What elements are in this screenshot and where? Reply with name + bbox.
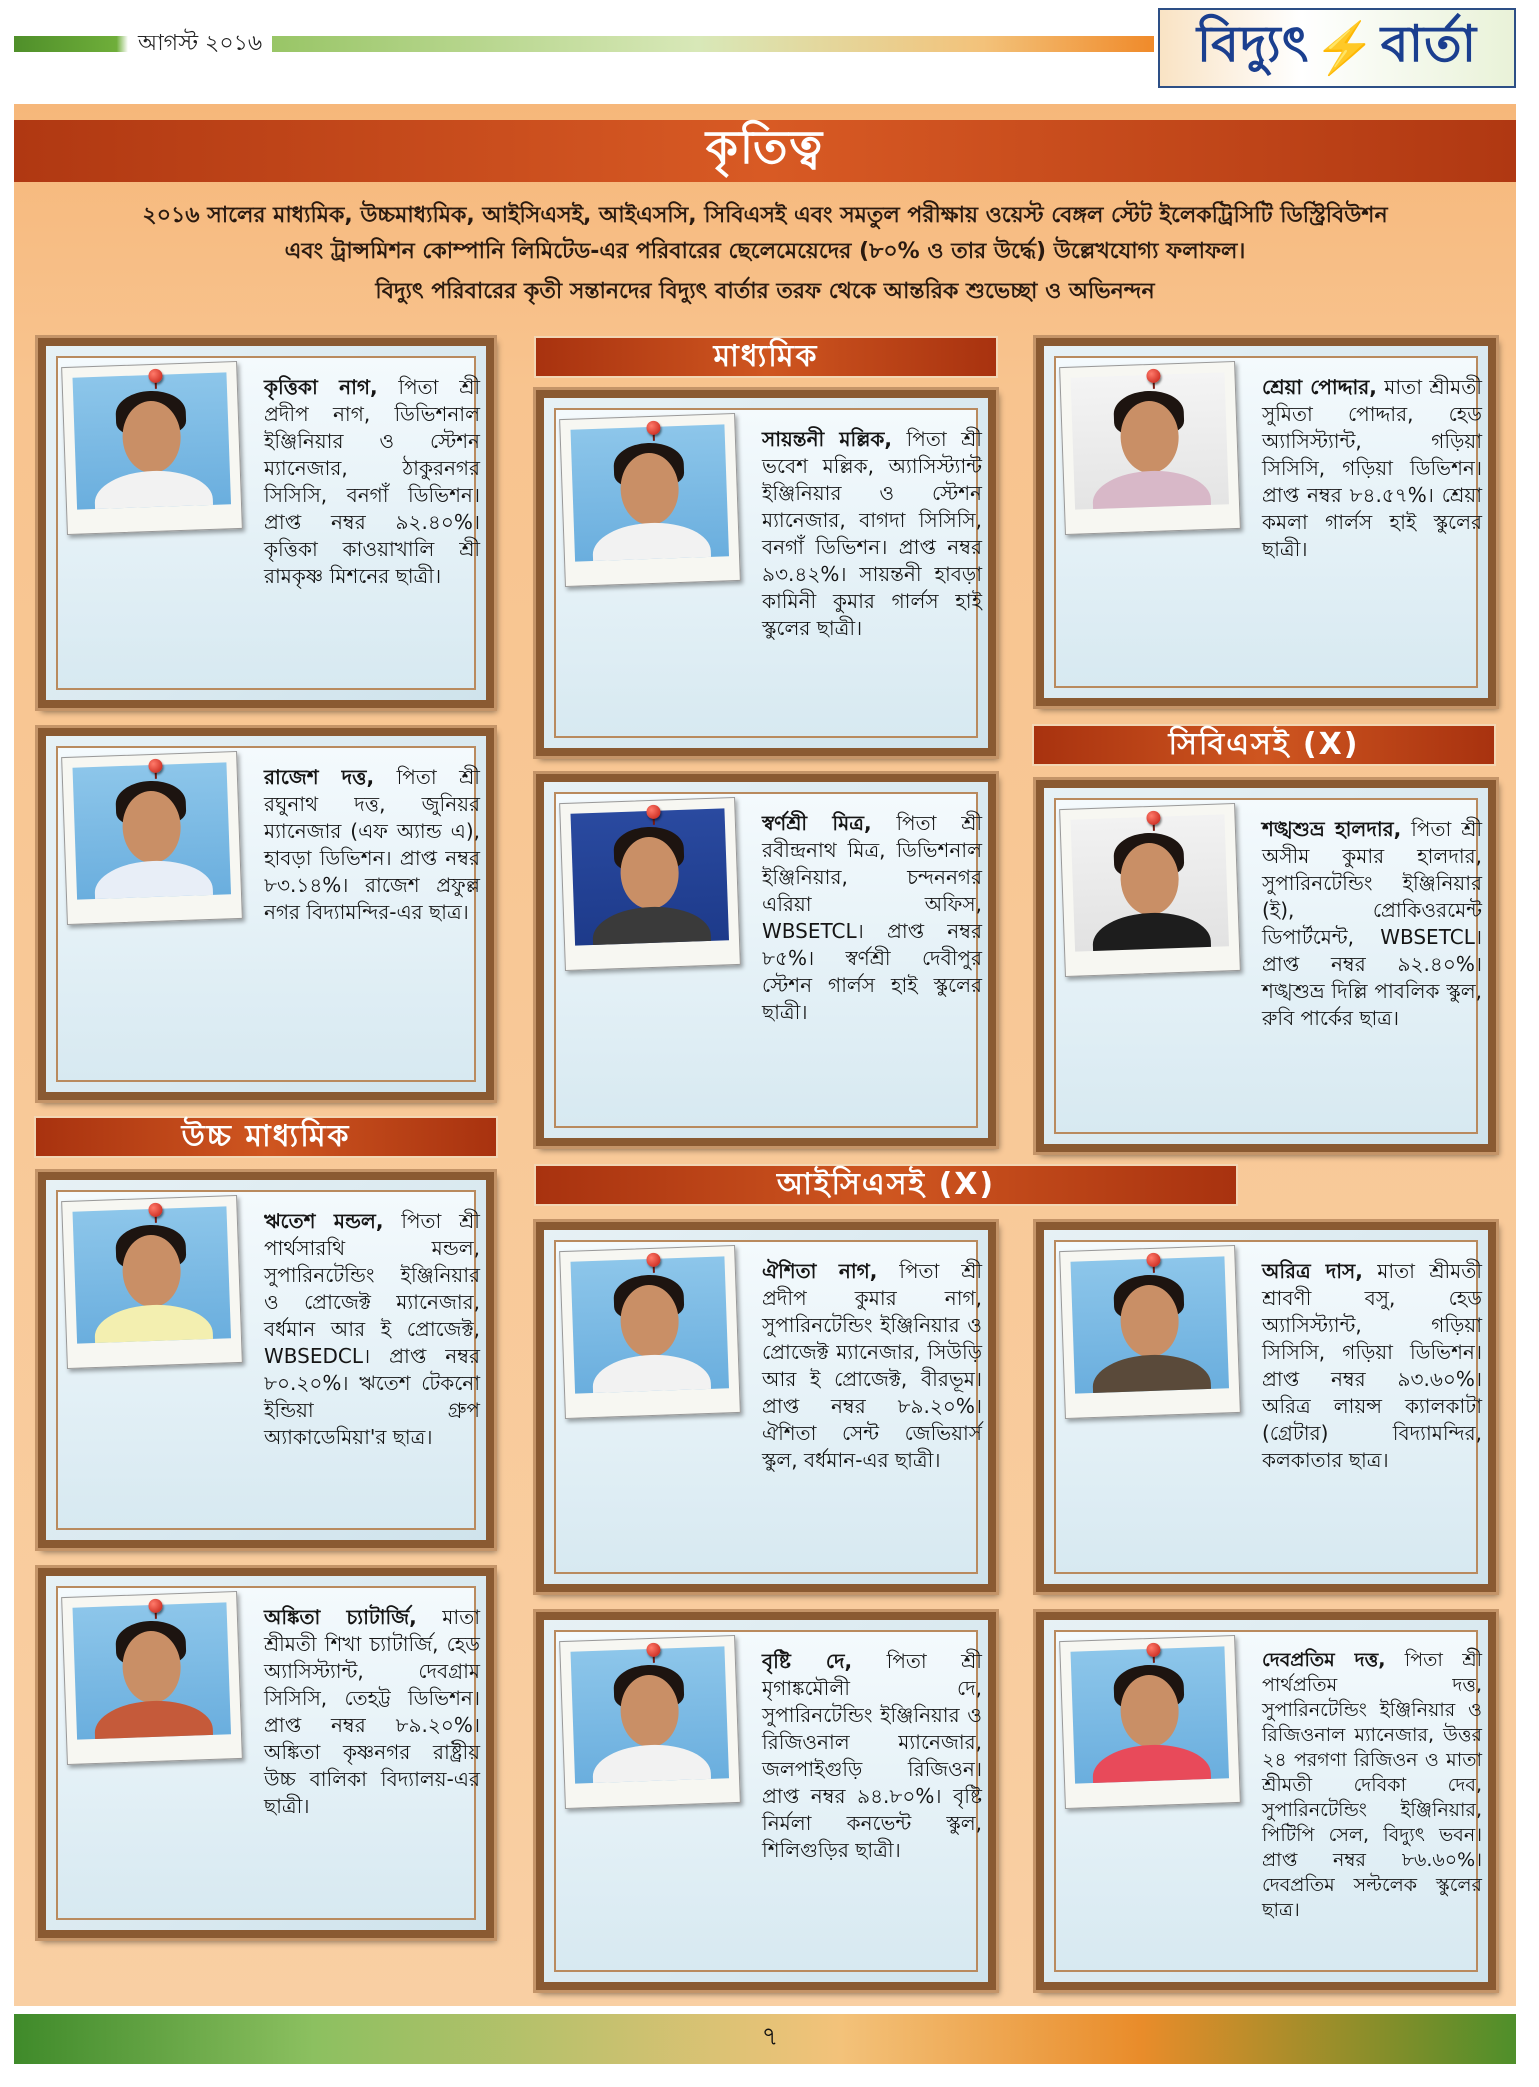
page-title: কৃতিত্ব [705,120,825,174]
section-madhyamik: মাধ্যমিক [534,336,998,378]
student-caption [264,764,480,926]
achiever-card [1036,780,1496,1152]
student-details: পিতা শ্রী রবীন্দ্রনাথ মিত্র, ডিভিশনাল ইঞ্জিনিয়ার, চন্দননগর এরিয়া অফিস, WBSETCL। প্রাপ্ত নম্বর ৮৫%। স্বর্ণশ্রী দেবীপুর স্টেশন গার্লস হাই স্কুলের ছাত্রী। [762,811,982,1024]
student-photo [61,361,243,535]
section-uchcha-madhyamik: উচ্চ মাধ্যমিক [34,1116,498,1158]
student-details: পিতা শ্রী ভবেশ মল্লিক, অ্যাসিস্ট্যান্ট ইঞ্জিনিয়ার ও স্টেশন ম্যানেজার, বাগদা সিসিসি, বনগাঁ ডিভিশন। প্রাপ্ত নম্বর ৯৩.৪২%। সায়ন্তনী হাবড়া কামিনী কুমার গার্লস হাই স্কুলের ছাত্রী। [762,427,982,640]
student-photo [559,797,741,971]
masthead-logo [1158,8,1516,88]
achiever-card [536,774,996,1146]
student-caption [762,1648,982,1864]
achiever-card [536,1612,996,1990]
section-cbse: সিবিএসই (X) [1032,724,1496,766]
section-icse: আইসিএসই (X) [534,1164,1238,1206]
achiever-card [536,390,996,756]
student-name: রাজেশ দত্ত, [264,765,375,789]
student-name: শঙ্খশুভ্র হালদার, [1262,817,1402,841]
achiever-card [38,1172,494,1548]
page-number: ৭ [761,2022,779,2052]
student-name: স্বর্ণশ্রী মিত্র, [762,811,872,835]
student-caption [264,1604,480,1820]
achiever-card [536,1222,996,1592]
student-name: বৃষ্টি দে, [762,1649,853,1673]
achiever-card [1036,1612,1496,1990]
achiever-card [38,728,494,1100]
student-details: মাতা শ্রীমতী শ্রাবণী বসু, হেড অ্যাসিস্ট্যান্ট, গড়িয়া সিসিসি, গড়িয়া ডিভিশন। প্রাপ্ত নম্বর ৯৩.৬০%। অরিত্র লায়ন্স ক্যালকাটা (গ্রেটার) বিদ্যামন্দির, কলকাতার ছাত্র। [1262,1259,1482,1472]
student-details: পিতা শ্রী প্রদীপ নাগ, ডিভিশনাল ইঞ্জিনিয়ার ও স্টেশন ম্যানেজার, ঠাকুরনগর সিসিসি, বনগাঁ ডিভিশন। প্রাপ্ত নম্বর ৯২.৪০%। কৃত্তিকা কাওয়াখালি শ্রী রামকৃষ্ণ মিশনের ছাত্রী। [264,375,481,588]
student-details: মাতা শ্রীমতী শিখা চ্যাটার্জি, হেড অ্যাসিস্ট্যান্ট, দেবগ্রাম সিসিসি, তেহট্ট ডিভিশন। প্রাপ্ত নম্বর ৮৯.২০%। অঙ্কিতা কৃষ্ণনগর রাষ্ট্রীয় উচ্চ বালিকা বিদ্যালয়-এর ছাত্রী। [264,1605,481,1818]
student-photo [1059,803,1241,977]
intro-line-3: বিদ্যুৎ পরিবারের কৃতী সন্তানদের বিদ্যুৎ বার্তার তরফ থেকে আন্তরিক শুভেচ্ছা ও অভিনন্দন [375,279,1155,304]
student-name: সায়ন্তনী মল্লিক, [762,427,893,451]
intro-line-1: ২০১৬ সালের মাধ্যমিক, উচ্চমাধ্যমিক, আইসিএসই, আইএসসি, সিবিএসই এবং সমতুল পরীক্ষায় ওয়েস্ট বেঙ্গল স্টেট ইলেকট্রিসিটি ডিস্ট্রিবিউশন [142,203,1388,228]
student-photo [61,1591,243,1765]
masthead-left: বিদ্যুৎ [1196,13,1310,73]
achiever-card [1036,1222,1496,1592]
student-photo [1059,361,1241,535]
issue-date: আগস্ট ২০১৬ [128,30,272,58]
lightning-icon: ⚡ [1313,18,1377,77]
student-details: পিতা শ্রী অসীম কুমার হালদার, সুপারিনটেন্ডিং ইঞ্জিনিয়ার (ই), প্রোকিওরমেন্ট ডিপার্টমেন্ট, WBSETCL। প্রাপ্ত নম্বর ৯২.৪০%। শঙ্খশুভ্র দিল্লি পাবলিক স্কুল, রুবি পার্কের ছাত্র। [1262,817,1483,1030]
student-caption [762,426,982,642]
student-photo [61,1195,243,1369]
student-details: পিতা শ্রী মৃগাঙ্কমৌলী দে, সুপারিনটেন্ডিং ইঞ্জিনিয়ার ও রিজিওনাল ম্যানেজার, জলপাইগুড়ি রিজিওন। প্রাপ্ত নম্বর ৯৪.৮০%। বৃষ্টি নির্মলা কনভেন্ট স্কুল, শিলিগুড়ির ছাত্রী। [762,1649,982,1862]
top-bar [0,0,1539,95]
intro-line-2: এবং ট্রান্সমিশন কোম্পানি লিমিটেড-এর পরিবারের ছেলেমেয়েদের (৮০% ও তার উর্দ্ধে) উল্লেখযোগ্য ফলাফল। [284,239,1246,264]
student-name: দেবপ্রতিম দত্ত, [1262,1649,1386,1671]
achiever-card [38,1568,494,1938]
student-name: অঙ্কিতা চ্যাটার্জি, [264,1605,417,1629]
student-caption [264,1208,480,1451]
student-photo [559,1245,741,1419]
student-caption [762,1258,982,1474]
student-name: ঐশিতা নাগ, [762,1259,878,1283]
student-details: মাতা শ্রীমতী সুমিতা পোদ্দার, হেড অ্যাসিস্ট্যান্ট, গড়িয়া সিসিসি, গড়িয়া ডিভিশন। প্রাপ্ত নম্বর ৮৪.৫৭%। শ্রেয়া কমলা গার্লস হাই স্কুলের ছাত্রী। [1262,375,1483,561]
student-photo [559,413,741,587]
masthead-right: বার্তা [1380,13,1478,73]
student-caption [264,374,480,590]
intro-text [14,192,1516,330]
student-name: কৃত্তিকা নাগ, [264,375,378,399]
student-details: পিতা শ্রী পার্থপ্রতিম দত্ত, সুপারিনটেন্ডিং ইঞ্জিনিয়ার ও রিজিওনাল ম্যানেজার, উত্তর ২৪ পরগণা রিজিওন ও মাতা শ্রীমতী দেবিকা দেব, সুপারিনটেন্ডিং ইঞ্জিনিয়ার, পিটিপি সেল, বিদ্যুৎ ভবন। প্রাপ্ত নম্বর ৮৬.৬০%। দেবপ্রতিম সল্টলেক স্কুলের ছাত্র। [1262,1649,1483,1921]
student-name: ঋতেশ মন্ডল, [264,1209,384,1233]
student-details: পিতা শ্রী রঘুনাথ দত্ত, জুনিয়র ম্যানেজার (এফ অ্যান্ড এ), হাবড়া ডিভিশন। প্রাপ্ত নম্বর ৮৩.১৪%। রাজেশ প্রফুল্ল নগর বিদ্যামন্দির-এর ছাত্র। [264,765,480,924]
student-caption [1262,1258,1482,1474]
student-photo [1059,1635,1241,1809]
student-photo [559,1635,741,1809]
student-caption [1262,374,1482,563]
student-photo [1059,1245,1241,1419]
student-details: পিতা শ্রী প্রদীপ কুমার নাগ, সুপারিনটেন্ডিং ইঞ্জিনিয়ার ও প্রোজেক্ট ম্যানেজার, সিউড়ি আর ই প্রোজেক্ট, বীরভূম। প্রাপ্ত নম্বর ৮৯.২০%। ঐশিতা সেন্ট জেভিয়ার্স স্কুল, বর্ধমান-এর ছাত্রী। [762,1259,983,1472]
page-title-bar [14,120,1516,182]
student-details: পিতা শ্রী পার্থসারথি মন্ডল, সুপারিনটেন্ডিং ইঞ্জিনিয়ার ও প্রোজেক্ট ম্যানেজার, বর্ধমান আর ই প্রোজেক্ট, WBSEDCL। প্রাপ্ত নম্বর ৮০.২০%। ঋতেশ টেকনো ইন্ডিয়া গ্রুপ অ্যাকাডেমিয়া'র ছাত্র। [264,1209,480,1449]
student-caption [1262,816,1482,1032]
student-caption [762,810,982,1026]
achiever-card [1036,338,1496,706]
student-name: শ্রেয়া পোদ্দার, [1262,375,1377,399]
achiever-card [38,338,494,708]
student-name: অরিত্র দাস, [1262,1259,1363,1283]
student-caption [1262,1648,1482,1923]
student-photo [61,751,243,925]
